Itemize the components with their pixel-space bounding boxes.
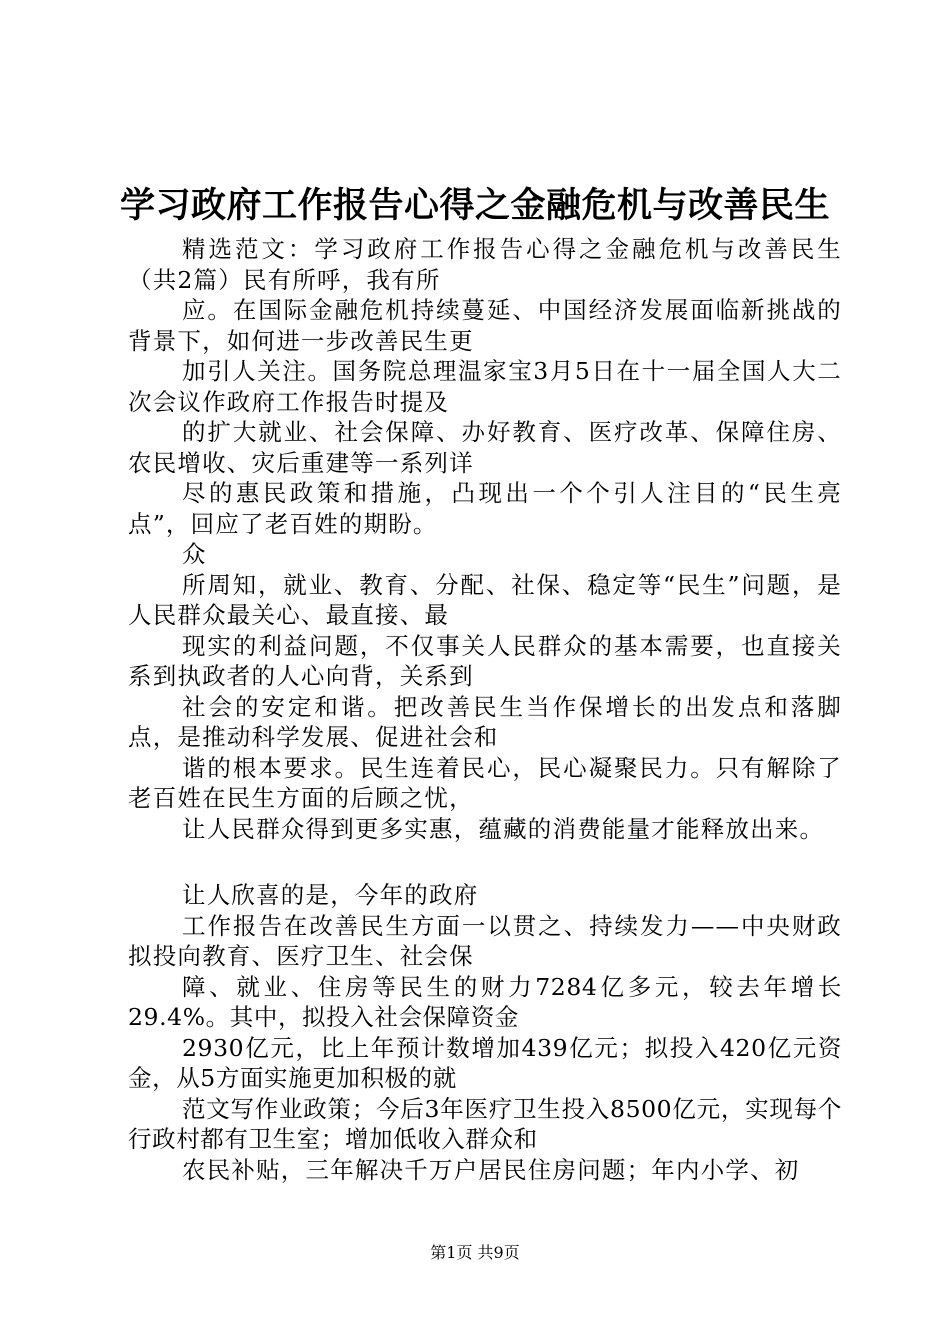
paragraph: 尽的惠民政策和措施，凸现出一个个引人注目的“民生亮点”，回应了老百姓的期盼。 (128, 479, 842, 538)
document-title: 学习政府工作报告心得之金融危机与改善民生 (119, 186, 830, 226)
document-body (128, 234, 842, 1185)
paragraph: 现实的利益问题，不仅事关人民群众的基本需要，也直接关系到执政者的人心向背，关系到 (128, 631, 842, 690)
paragraph: 应。在国际金融危机持续蔓延、中国经济发展面临新挑战的背景下，如何进一步改善民生更 (128, 296, 842, 355)
paragraph: 的扩大就业、社会保障、办好教育、医疗改革、保障住房、农民增收、灾后重建等一系列详 (128, 418, 842, 477)
paragraph-spacer (128, 844, 842, 880)
paragraph: 障、就业、住房等民生的财力7284亿多元，较去年增长29.4%。其中，拟投入社会保障资金 (128, 972, 842, 1031)
paragraph: 工作报告在改善民生方面一以贯之、持续发力——中央财政拟投向教育、医疗卫生、社会保 (128, 911, 842, 970)
paragraph: 众 (182, 540, 207, 568)
paragraph: 让人民群众得到更多实惠，蕴藏的消费能量才能释放出来。 (182, 814, 825, 843)
page-number-footer: 第1页 共9页 (430, 1243, 520, 1262)
paragraph: 让人欣喜的是，今年的政府 (182, 881, 479, 909)
paragraph: 2930亿元，比上年预计数增加439亿元；拟投入420亿元资金，从5方面实施更加积极的就 (128, 1033, 842, 1092)
paragraph: 谐的根本要求。民生连着民心，民心凝聚民力。只有解除了老百姓在民生方面的后顾之忧， (128, 753, 842, 812)
paragraph: 加引人关注。国务院总理温家宝3月5日在十一届全国人大二次会议作政府工作报告时提及 (128, 357, 842, 416)
paragraph: 范文写作业政策；今后3年医疗卫生投入8500亿元，实现每个行政村都有卫生室；增加低收入群众和 (128, 1094, 842, 1153)
paragraph: 农民补贴，三年解决千万户居民住房问题；年内小学、初 (182, 1155, 800, 1184)
paragraph: 社会的安定和谐。把改善民生当作保增长的出发点和落脚点，是推动科学发展、促进社会和 (128, 692, 842, 751)
paragraph: 精选范文：学习政府工作报告心得之金融危机与改善民生（共2篇）民有所呼，我有所 (128, 235, 842, 294)
paragraph: 所周知，就业、教育、分配、社保、稳定等“民生”问题，是人民群众最关心、最直接、最 (128, 570, 842, 629)
